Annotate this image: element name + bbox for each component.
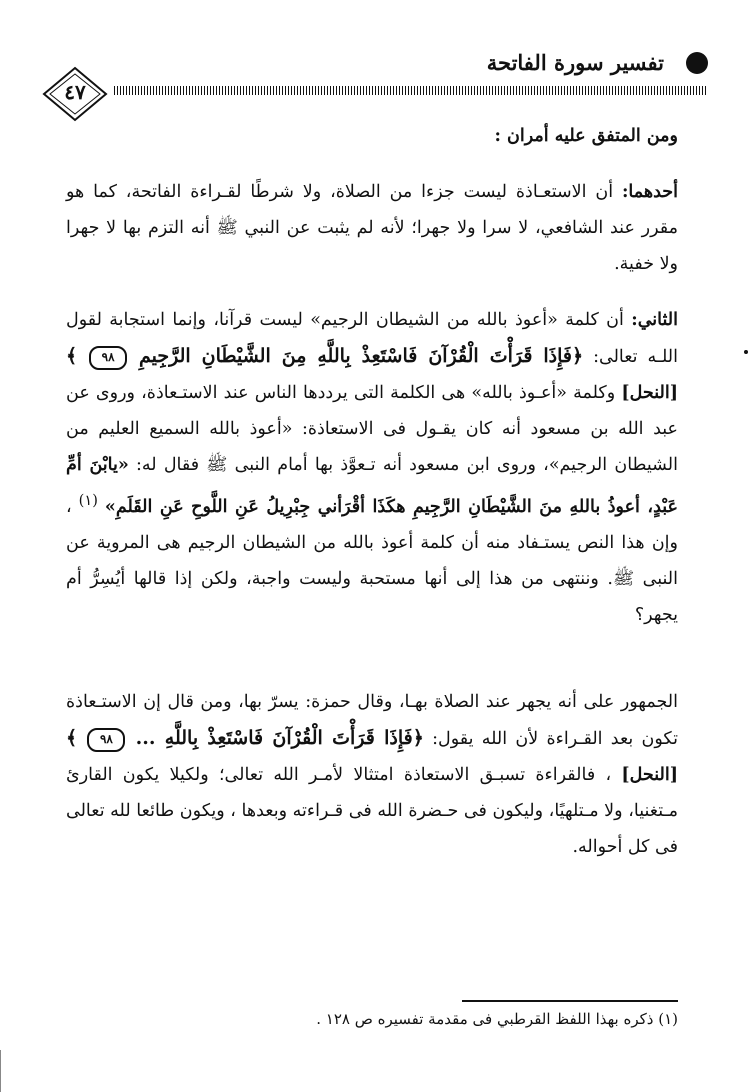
page-number: ٤٧ bbox=[64, 80, 86, 104]
page-header bbox=[40, 40, 708, 130]
second-point-label: الثاني: bbox=[631, 310, 678, 330]
agreed-heading-block bbox=[66, 118, 678, 154]
running-title: تفسير سورة الفاتحة bbox=[486, 50, 664, 75]
third-paragraph bbox=[66, 684, 678, 865]
second-point-text-a: أن كلمة «أعوذ بالله من الشيطان الرجيم» ليست قرآنا، وإنما استجابة لقول اللـه تعالى: bbox=[66, 310, 678, 367]
page-number-badge bbox=[42, 66, 108, 118]
third-text-a: الجمهور على أنه يجهر عند الصلاة بهـا، وقال حمزة: يسرّ بها، ومن قال إن الاستـعاذة تكون بعد القـراءة لأن الله يقول: bbox=[66, 692, 678, 749]
quran-verse: ﴿فَإِذَا قَرَأْتَ الْقُرْآنَ فَاسْتَعِذْ بِاللَّهِ مِنَ الشَّيْطَانِ الرَّجِيمِ bbox=[139, 345, 584, 367]
quran-bracket-close: ﴾ bbox=[66, 727, 78, 749]
second-point bbox=[66, 302, 678, 633]
verse-number-mark: ٩٨ bbox=[89, 346, 127, 370]
surah-reference: [النحل] bbox=[621, 383, 678, 403]
first-point-text: أن الاستعـاذة ليست جزءا من الصلاة، ولا شرطًا لقـراءة الفاتحة، كما هو مقرر عند الشافعي، لا سرا ولا جهرا؛ لأنه لم يثبت عن النبي ﷺ أنه التزم بها لا جهرا ولا خفية. bbox=[66, 182, 678, 274]
footnote-divider bbox=[462, 1000, 678, 1002]
scan-edge bbox=[0, 1050, 1, 1092]
verse-number-mark: ٩٨ bbox=[87, 728, 125, 752]
flower-ornament-icon bbox=[686, 52, 708, 74]
footnote: (١) ذكره بهذا اللفظ القرطبي فى مقدمة تفسيره ص ١٢٨ . bbox=[316, 1010, 678, 1028]
footnote-reference: (١) bbox=[78, 492, 98, 509]
second-point-text-b: وكلمة «أعـوذ بالله» هى الكلمة التى يرددها الناس عند الاستـعاذة، وروى عن عبد الله بن مسعود أنه كان يقـول فى الاستعاذة: «أعوذ بالله السميع العليم من الشيطان الرجيم»، وروى ابن مسعود أنه تـعوَّذ بها أمام النبى ﷺ فقال له: bbox=[66, 383, 678, 475]
margin-mark bbox=[744, 350, 748, 354]
hadith-quote: «يابْنَ أمِّ عَبْدٍ، أعوذُ باللهِ منَ الشَّيْطَانِ الرَّجِيمِ هكَذَا أقْرَأني جِبْرِيلُ عَنِ اللَّوحِ عَنِ القَلَمِ» bbox=[66, 455, 678, 517]
quran-verse-short: ﴿فَإِذَا قَرَأْتَ الْقُرْآنَ فَاسْتَعِذْ بِاللَّهِ ... bbox=[135, 727, 424, 749]
first-point-label: أحدهما: bbox=[621, 182, 678, 202]
quran-bracket-close: ﴾ bbox=[66, 345, 78, 367]
first-point bbox=[66, 174, 678, 282]
third-text-b: ، فالقراءة تسبـق الاستعاذة امتثالا لأمـر الله تعالى؛ ولكيلا يكون القارئ مـتغنيا، ولا مـتلهيًا، وليكون فى حـضرة الله فى قـراءته وبعدها ، ويكون طائعا لله تعالى فى كل أحواله. bbox=[66, 765, 678, 857]
header-rule bbox=[114, 86, 708, 95]
section-heading: ومن المتفق عليه أمران : bbox=[494, 126, 678, 146]
second-point-text-c: ، وإن هذا النص يستـفاد منه أن كلمة أعوذ بالله من الشيطان الرجيم هى المروية عن النبى ﷺ. وننتهى من هذا إلى أنها مستحبة وليست واجبة، ولكن إذا قالها أيُسِرُّ أم يجهر؟ bbox=[66, 496, 678, 625]
surah-reference: [النحل] bbox=[621, 765, 678, 785]
